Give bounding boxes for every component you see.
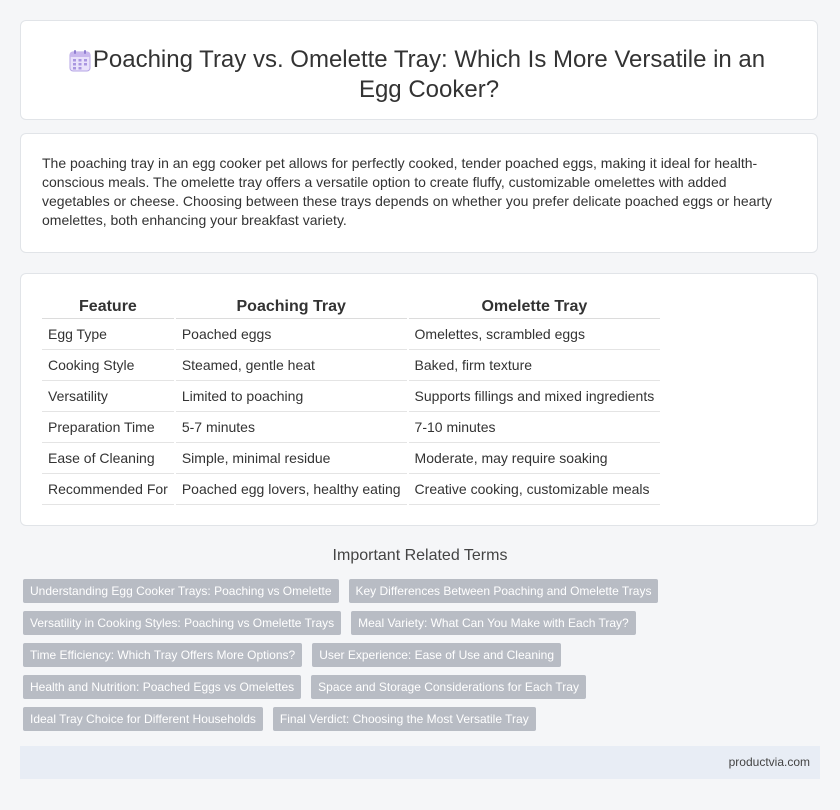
- table-cell: Moderate, may require soaking: [408, 443, 662, 474]
- table-row: [42, 412, 661, 443]
- table-cell: Steamed, gentle heat: [175, 350, 408, 381]
- footer-site-link[interactable]: productvia.com: [728, 755, 810, 769]
- table-cell: Creative cooking, customizable meals: [408, 474, 662, 505]
- related-terms-list: [23, 579, 823, 739]
- table-cell: Limited to poaching: [175, 381, 408, 412]
- table-cell: 5-7 minutes: [175, 412, 408, 443]
- related-term-link[interactable]: Space and Storage Considerations for Each Tray: [311, 675, 586, 699]
- table-cell: Poached eggs: [175, 319, 408, 350]
- tag-row: [23, 643, 823, 675]
- title-card: [20, 20, 818, 120]
- page-title: Poaching Tray vs. Omelette Tray: Which Is More Versatile in an Egg Cooker?: [92, 46, 766, 103]
- table-cell: Baked, firm texture: [408, 350, 662, 381]
- table-cell: Ease of Cleaning: [42, 443, 175, 474]
- table-cell: Preparation Time: [42, 412, 175, 443]
- tag-row: [23, 579, 823, 611]
- table-cell: 7-10 minutes: [408, 412, 662, 443]
- table-row: [42, 474, 661, 505]
- table-cell: Versatility: [42, 381, 175, 412]
- related-term-link[interactable]: Understanding Egg Cooker Trays: Poaching vs Omelette: [23, 579, 339, 603]
- tag-row: [23, 675, 823, 707]
- tag-row: [23, 707, 823, 739]
- table-cell: Recommended For: [42, 474, 175, 505]
- table-cell: Supports fillings and mixed ingredients: [408, 381, 662, 412]
- calendar-icon: [68, 49, 92, 73]
- related-term-link[interactable]: Versatility in Cooking Styles: Poaching vs Omelette Trays: [23, 611, 341, 635]
- table-row: [42, 443, 661, 474]
- related-term-link[interactable]: Health and Nutrition: Poached Eggs vs Omelettes: [23, 675, 301, 699]
- intro-paragraph: The poaching tray in an egg cooker pet allows for perfectly cooked, tender poached eggs, making it ideal for health-conscious meals. The omelette tray offers a versatile option to create fluffy, customizable omelettes with added vegetables or cheese. Choosing between these trays depends on whether you prefer delicate poached eggs or hearty omelettes, both enhancing your breakfast variety.: [42, 155, 773, 228]
- table-header-row: [42, 294, 661, 319]
- table-cell: Egg Type: [42, 319, 175, 350]
- comparison-card: [20, 273, 818, 526]
- related-term-link[interactable]: User Experience: Ease of Use and Cleaning: [312, 643, 561, 667]
- table-cell: Cooking Style: [42, 350, 175, 381]
- related-term-link[interactable]: Final Verdict: Choosing the Most Versatile Tray: [273, 707, 536, 731]
- table-row: [42, 319, 661, 350]
- related-term-link[interactable]: Ideal Tray Choice for Different Households: [23, 707, 263, 731]
- table-cell: Poached egg lovers, healthy eating: [175, 474, 408, 505]
- table-cell: Simple, minimal residue: [175, 443, 408, 474]
- tag-row: [23, 611, 823, 643]
- related-terms-heading: Important Related Terms: [332, 547, 508, 564]
- table-row: [42, 350, 661, 381]
- table-row: [42, 381, 661, 412]
- related-term-link[interactable]: Time Efficiency: Which Tray Offers More Options?: [23, 643, 302, 667]
- column-header: Poaching Tray: [175, 294, 408, 319]
- related-term-link[interactable]: Key Differences Between Poaching and Omelette Trays: [349, 579, 659, 603]
- column-header: Omelette Tray: [408, 294, 662, 319]
- footer: [20, 746, 820, 779]
- intro-card: [20, 133, 818, 253]
- related-term-link[interactable]: Meal Variety: What Can You Make with Each Tray?: [351, 611, 636, 635]
- column-header: Feature: [42, 294, 175, 319]
- comparison-table: [42, 294, 662, 505]
- table-cell: Omelettes, scrambled eggs: [408, 319, 662, 350]
